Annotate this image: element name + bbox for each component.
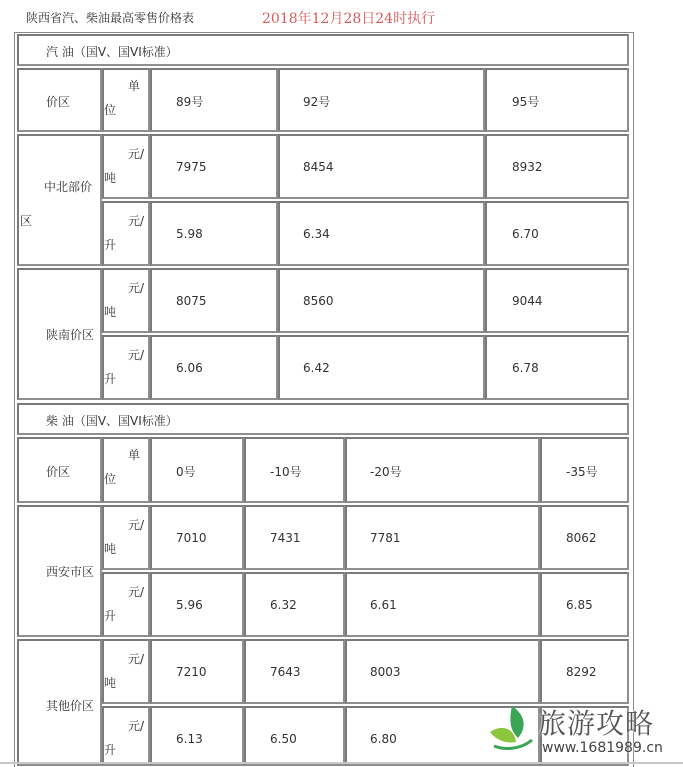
gasoline-price-value: 8932 bbox=[512, 160, 543, 174]
gasoline-unit-label: 元/吨 bbox=[104, 147, 145, 185]
gasoline-price-cell bbox=[150, 201, 278, 266]
gasoline-grade-label: 89号 bbox=[176, 95, 204, 109]
gasoline-price-cell bbox=[485, 201, 629, 266]
diesel-col-region-label: 价区 bbox=[46, 465, 71, 479]
diesel-price-value: 6.50 bbox=[270, 732, 297, 746]
diesel-grade-header bbox=[150, 437, 244, 503]
gasoline-price-cell bbox=[485, 268, 629, 333]
gasoline-price-value: 6.78 bbox=[512, 361, 539, 375]
diesel-price-value: 8292 bbox=[566, 665, 597, 679]
watermark-name: 旅游攻略 bbox=[538, 707, 655, 740]
leaf-logo-icon bbox=[484, 702, 540, 754]
gasoline-col-unit-label: 单位 bbox=[104, 79, 141, 117]
gasoline-price-cell bbox=[150, 134, 278, 199]
diesel-unit-label: 元/吨 bbox=[104, 518, 145, 556]
diesel-grade-label: -10号 bbox=[270, 465, 302, 479]
diesel-region-name: 西安市区 bbox=[46, 565, 95, 579]
diesel-price-value: 7210 bbox=[176, 665, 207, 679]
gasoline-price-value: 8075 bbox=[176, 294, 207, 308]
diesel-price-value: 6.61 bbox=[370, 598, 397, 612]
diesel-section-title: 柴 油（国V、国VI标准） bbox=[46, 414, 178, 428]
diesel-price-value: 6.80 bbox=[370, 732, 397, 746]
diesel-price-value: 7431 bbox=[270, 531, 301, 545]
gasoline-col-region-label: 价区 bbox=[46, 95, 71, 109]
diesel-price-value: 7643 bbox=[270, 665, 301, 679]
diesel-unit-label: 元/升 bbox=[104, 719, 145, 757]
diesel-grade-label: 0号 bbox=[176, 465, 196, 479]
gasoline-price-value: 8454 bbox=[303, 160, 334, 174]
diesel-price-value: 8062 bbox=[566, 531, 597, 545]
diesel-region-name: 其他价区 bbox=[46, 699, 95, 713]
watermark-url: www.1681989.cn bbox=[542, 740, 663, 756]
diesel-price-value: 6.13 bbox=[176, 732, 203, 746]
gasoline-price-value: 5.98 bbox=[176, 227, 203, 241]
gasoline-price-value: 8560 bbox=[303, 294, 334, 308]
gasoline-grade-header bbox=[485, 68, 629, 132]
diesel-unit-label: 元/吨 bbox=[104, 652, 145, 690]
gasoline-region-name: 陕南价区 bbox=[46, 328, 95, 342]
diesel-price-value: 6.32 bbox=[270, 598, 297, 612]
bottom-divider bbox=[0, 762, 683, 764]
gasoline-grade-label: 95号 bbox=[512, 95, 540, 109]
effective-date: 2018年12月28日24时执行 bbox=[262, 11, 436, 27]
page-title: 陕西省汽、柴油最高零售价格表 bbox=[26, 11, 195, 25]
diesel-col-unit-label: 单位 bbox=[104, 448, 141, 486]
watermark bbox=[482, 700, 683, 766]
gasoline-price-value: 9044 bbox=[512, 294, 543, 308]
gasoline-grade-label: 92号 bbox=[303, 95, 331, 109]
gasoline-unit-label: 元/升 bbox=[104, 348, 145, 386]
diesel-price-value: 7781 bbox=[370, 531, 401, 545]
gasoline-price-value: 6.70 bbox=[512, 227, 539, 241]
gasoline-section-title: 汽 油（国V、国VI标准） bbox=[46, 45, 178, 59]
gasoline-unit-label: 元/吨 bbox=[104, 281, 145, 319]
gasoline-price-cell bbox=[485, 134, 629, 199]
gasoline-price-cell bbox=[150, 335, 278, 400]
diesel-price-value: 8003 bbox=[370, 665, 401, 679]
gasoline-price-cell bbox=[150, 268, 278, 333]
gasoline-grade-header bbox=[150, 68, 278, 132]
diesel-price-value: 6.85 bbox=[566, 598, 593, 612]
diesel-price-value: 7010 bbox=[176, 531, 207, 545]
gasoline-price-value: 6.42 bbox=[303, 361, 330, 375]
gasoline-price-value: 6.06 bbox=[176, 361, 203, 375]
gasoline-price-value: 7975 bbox=[176, 160, 207, 174]
diesel-price-value: 5.96 bbox=[176, 598, 203, 612]
gasoline-unit-label: 元/升 bbox=[104, 214, 145, 252]
diesel-grade-label: -20号 bbox=[370, 465, 402, 479]
gasoline-region-name: 中北部价区 bbox=[20, 180, 93, 228]
gasoline-price-value: 6.34 bbox=[303, 227, 330, 241]
diesel-unit-label: 元/升 bbox=[104, 585, 145, 623]
gasoline-price-cell bbox=[485, 335, 629, 400]
diesel-grade-label: -35号 bbox=[566, 465, 598, 479]
